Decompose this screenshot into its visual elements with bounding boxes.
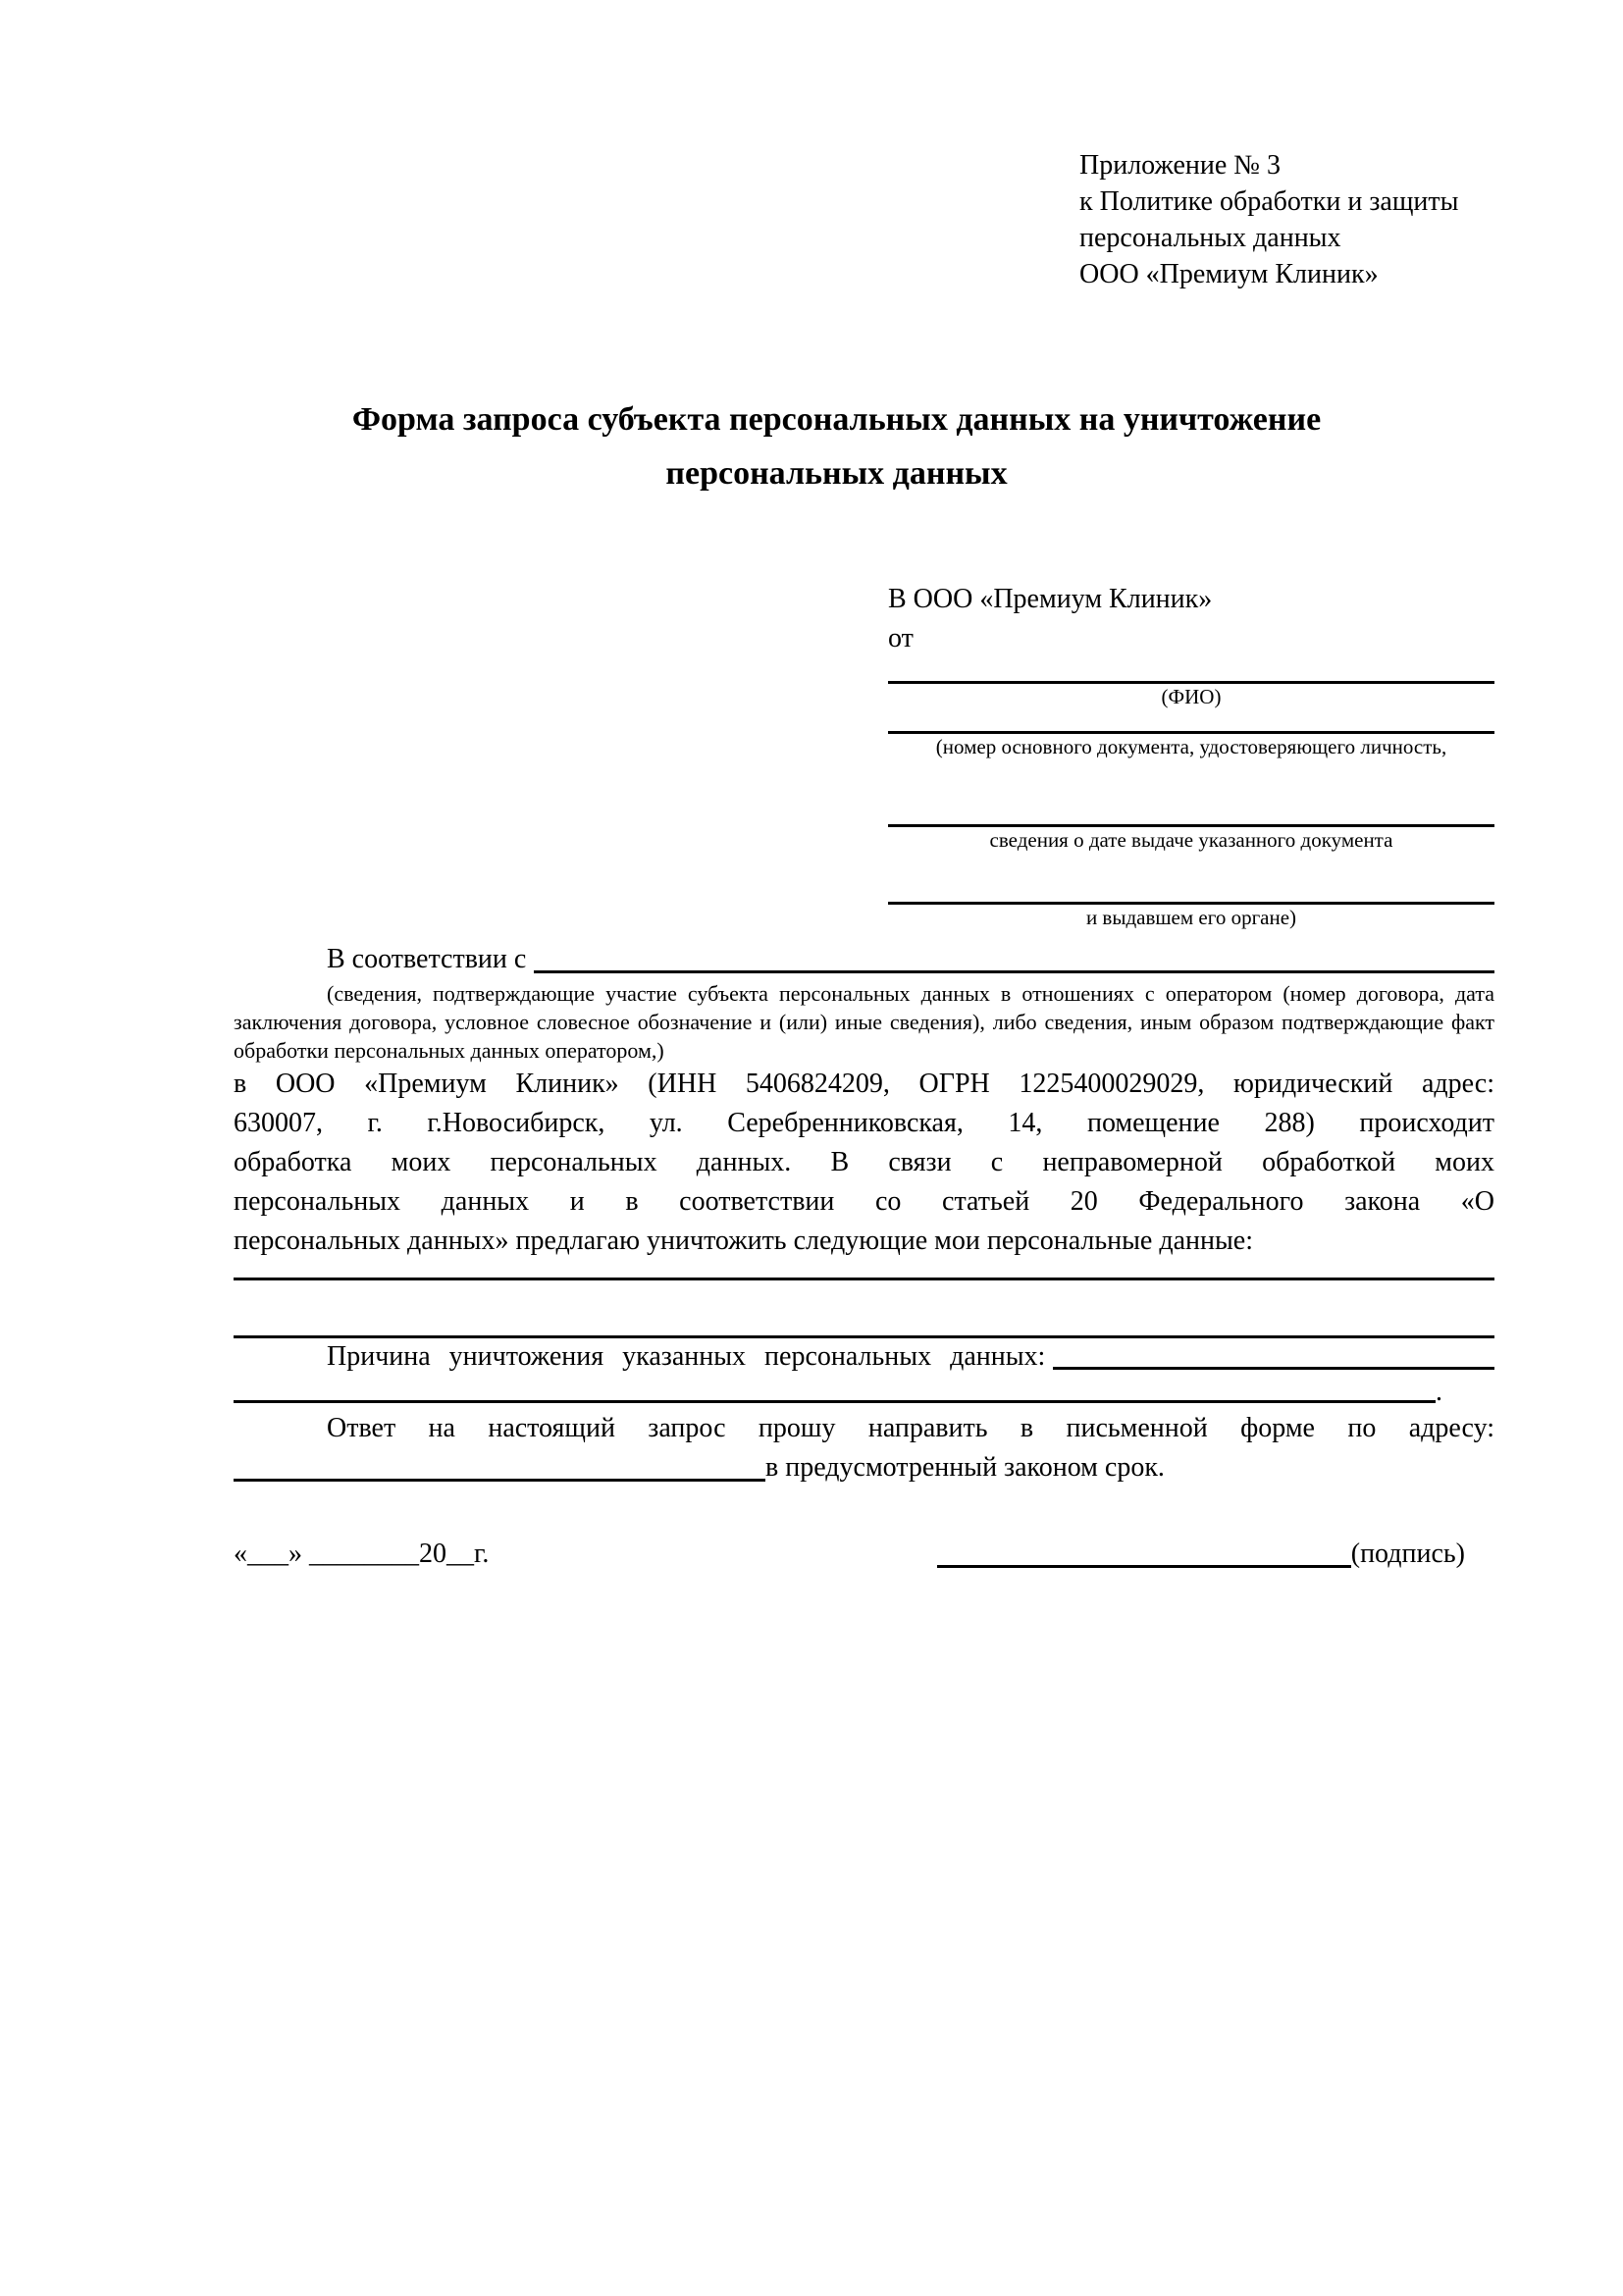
addressee-to: В ООО «Премиум Клиник»: [888, 584, 1213, 614]
appendix-note-line: ООО «Премиум Клиник»: [1079, 259, 1379, 289]
main-paragraph-line: в ООО «Премиум Клиник» (ИНН 5406824209, ОГРН 1225400029029, юридический адрес:: [234, 1069, 1494, 1099]
answer-request-suffix: в предусмотренный законом срок.: [765, 1452, 1165, 1483]
accordance-prefix: В соответствии с: [327, 944, 527, 974]
address-field-line[interactable]: [234, 1479, 765, 1482]
personal-data-field-line-2[interactable]: [234, 1280, 1494, 1338]
document-issue-date-field-line[interactable]: [888, 760, 1494, 827]
personal-data-field-line-1[interactable]: [234, 1261, 1494, 1280]
fio-field-line[interactable]: [888, 658, 1494, 684]
explanatory-note-line: обработки персональных данных оператором,): [234, 1038, 664, 1063]
main-paragraph-line: персональных данных» предлагаю уничтожить следующие мои персональные данные:: [234, 1226, 1253, 1256]
document-number-field-line[interactable]: [888, 710, 1494, 734]
answer-address-row: [234, 1448, 1494, 1487]
appendix-note: [1079, 147, 1458, 292]
addressee-from-label: от: [888, 623, 914, 653]
document-title-line: Форма запроса субъекта персональных данных на уничтожение: [351, 401, 1322, 438]
explanatory-note-line: заключения договора, условное словесное обозначение и (или) иные сведения), либо сведения, иным образом подтверждающие факт: [234, 1010, 1494, 1034]
accordance-field-line[interactable]: [534, 970, 1494, 973]
appendix-note-line: к Политике обработки и защиты: [1079, 186, 1459, 217]
body-block: [234, 940, 1494, 1574]
signature-group: [937, 1535, 1465, 1574]
accordance-row: [234, 940, 1494, 979]
explanatory-note-line: (сведения, подтверждающие участие субъекта персональных данных в отношениях с оператором (номер договора, дата: [327, 981, 1494, 1006]
appendix-note-line: персональных данных: [1079, 223, 1341, 253]
signature-field-line[interactable]: [937, 1565, 1351, 1568]
reason-field-line[interactable]: [1053, 1367, 1494, 1370]
document-issue-date-field-caption: сведения о дате выдаче указанного документа: [989, 828, 1393, 852]
reason-row: [234, 1338, 1494, 1376]
reason-label: Причина уничтожения указанных персональных данных:: [327, 1341, 1046, 1372]
document-title: [177, 392, 1496, 500]
main-paragraph-line: обработка моих персональных данных. В связи с неправомерной обработкой моих: [234, 1147, 1494, 1177]
main-paragraph: [234, 1065, 1494, 1261]
reason-field-line-2[interactable]: [234, 1400, 1436, 1403]
footer-row: [234, 1535, 1494, 1574]
document-issuer-field-line[interactable]: [888, 854, 1494, 905]
signature-caption: (подпись): [1350, 1539, 1465, 1569]
document-issuer-field-caption: и выдавшем его органе): [1085, 906, 1297, 929]
appendix-note-line: Приложение № 3: [1079, 150, 1281, 181]
reason-continuation-row: [234, 1376, 1494, 1409]
answer-request-line: Ответ на настоящий запрос прошу направить в письменной форме по адресу:: [327, 1413, 1494, 1443]
document-number-field-caption: (номер основного документа, удостоверяющего личность,: [935, 735, 1447, 758]
document-title-line: персональных данных: [665, 455, 1008, 492]
main-paragraph-line: 630007, г. г.Новосибирск, ул. Серебренниковская, 14, помещение 288) происходит: [234, 1108, 1494, 1138]
main-paragraph-line: персональных данных и в соответствии со статьей 20 Федерального закона «О: [234, 1186, 1494, 1217]
reason-terminator: .: [1436, 1377, 1442, 1407]
addressee-block: [888, 580, 1494, 931]
fio-field-caption: (ФИО): [1161, 685, 1222, 708]
date-field[interactable]: «___» ________20__г.: [234, 1539, 490, 1569]
explanatory-note: [234, 979, 1494, 1065]
